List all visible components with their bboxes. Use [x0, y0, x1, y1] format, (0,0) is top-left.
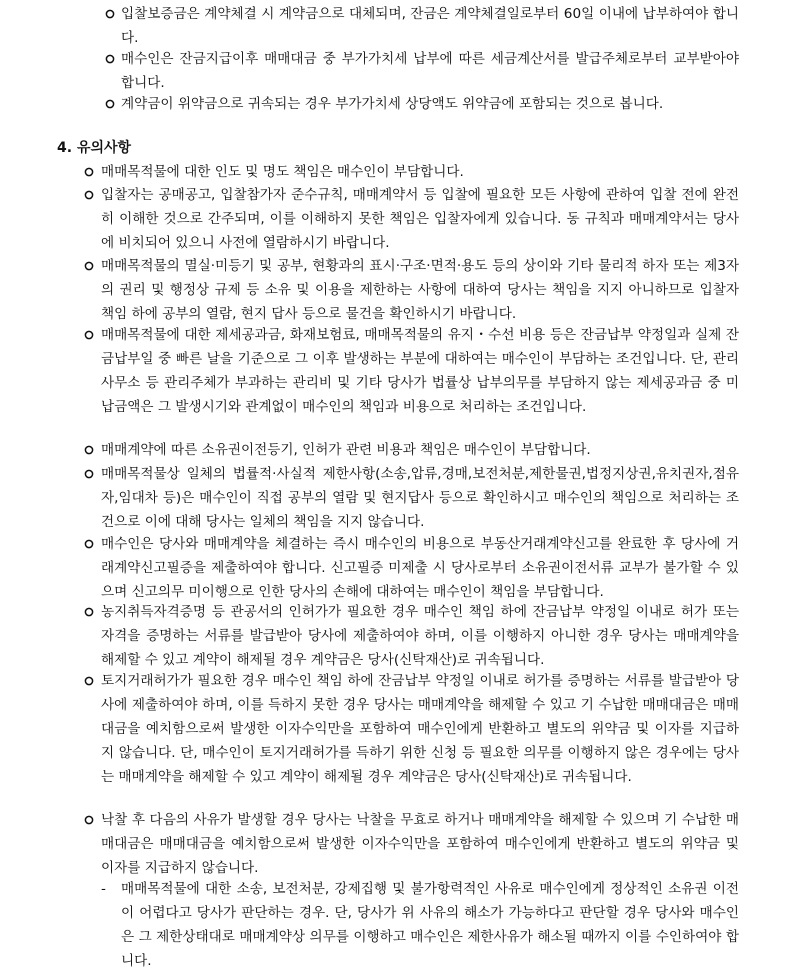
list-item: 매매목적물에 대한 인도 및 명도 책임은 매수인이 부담합니다.	[101, 164, 464, 180]
circle-bullet-icon	[104, 2, 120, 26]
list-item: 매매계약에 따른 소유권이전등기, 인허가 관련 비용과 책임은 매수인이 부담합니다.	[101, 442, 591, 458]
section-title: 유의사항	[76, 140, 132, 156]
list-item: 입찰자는 공매공고, 입찰참가자 준수규칙, 매매계약서 등 입찰에 필요한 모든 사항에 관하여 입찰 전에 완전히 이해한 것으로 간주되며, 이를 이해하지 못한 책임은 입찰자에게 있습니다. 동 규칙과 매매계약서는 당사에 비치되어 있으니 사전에 열람하시기 바랍니다.	[101, 187, 739, 251]
circle-bullet-icon	[83, 532, 99, 556]
list-item: 매수인은 잔금지급이후 매매대금 중 부가가치세 납부에 따른 세금계산서를 발급주체로부터 교부받아야 합니다.	[121, 51, 739, 91]
list-item: 매매목적물에 대한 제세공과금, 화재보험료, 매매목적물의 유지・수선 비용 등은 잔금납부 약정일과 실제 잔금납부일 중 빠른 날을 기준으로 그 이후 발생하는 부분에 대하여는 매수인이 부담하는 조건입니다. 단, 관리사무소 등 관리주체가 부과하는 관리비 및 기타 당사가 법률상 납부의무를 부담하지 않는 제세공과금 중 미납금액은 그 발생시기와 관계없이 매수인의 책임과 비용으로 처리하는 조건입니다.	[101, 327, 739, 415]
list-item: 입찰보증금은 계약체결 시 계약금으로 대체되며, 잔금은 계약체결일로부터 60일 이내에 납부하여야 합니다.	[121, 6, 739, 46]
list-item: 계약금이 위약금으로 귀속되는 경우 부가가치세 상당액도 위약금에 포함되는 것으로 봅니다.	[121, 96, 664, 112]
list-item: 매매목적물의 멸실·미등기 및 공부, 현황과의 표시·구조·면적·용도 등의 상이와 기타 물리적 하자 또는 제3자의 권리 및 행정상 규제 등 소유 및 이용을 제한하는 사항에 대하여 당사는 책임을 지지 아니하므로 입찰자 책임 하에 공부의 열람, 현지 답사 등으로 물건을 확인하시기 바랍니다.	[101, 258, 739, 322]
circle-bullet-icon	[83, 669, 99, 693]
list-item: 매수인은 당사와 매매계약을 체결하는 즉시 매수인의 비용으로 부동산거래계약신고를 완료한 후 당사에 거래계약신고필증을 제출하여야 합니다. 신고필증 미제출 시 당사로부터 소유권이전서류 교부가 불가할 수 있으며 신고의무 미이행으로 인한 당사의 손해에 대하여는 매수인이 책임을 부담합니다.	[101, 536, 739, 600]
sub-list-item: 매매목적물에 대한 소송, 보전처분, 강제집행 및 불가항력적인 사유로 매수인에게 정상적인 소유권 이전이 어렵다고 당사가 판단하는 경우. 단, 당사가 위 사유의 해소가 가능하다고 판단할 경우 당사와 매수인은 그 제한상태대로 매매계약상 의무를 이행하고 매수인은 제한사유가 해소될 때까지 이를 수인하여야 합니다.	[121, 881, 739, 969]
section-number: 4.	[57, 140, 73, 156]
circle-bullet-icon	[104, 92, 120, 116]
circle-bullet-icon	[83, 462, 99, 486]
circle-bullet-icon	[83, 438, 99, 462]
list-item: 낙찰 후 다음의 사유가 발생할 경우 당사는 낙찰을 무효로 하거나 매매계약을 해제할 수 있으며 기 수납한 매매대금은 매매대금을 예치함으로써 발생한 이자수익만을 포함하여 매수인에게 반환하고 별도의 위약금 및 이자를 지급하지 않습니다.	[101, 812, 739, 876]
circle-bullet-icon	[83, 323, 99, 347]
circle-bullet-icon	[83, 600, 99, 624]
list-item: 농지취득자격증명 등 관공서의 인허가가 필요한 경우 매수인 책임 하에 잔금납부 약정일 이내로 허가 또는 자격을 증명하는 서류를 발급받아 당사에 제출하여야 하며, 이를 이행하지 아니한 경우 당사는 매매계약을 해제할 수 있고 계약이 해제될 경우 계약금은 당사(신탁재산)로 귀속됩니다.	[101, 604, 739, 668]
circle-bullet-icon	[83, 808, 99, 832]
circle-bullet-icon	[83, 254, 99, 278]
section-heading	[57, 136, 131, 160]
circle-bullet-icon	[83, 160, 99, 184]
list-item: 매매목적물상 일체의 법률적·사실적 제한사항(소송,압류,경매,보전처분,제한물권,법정지상권,유치권자,점유자,임대차 등)은 매수인이 직접 공부의 열람 및 현지답사 등으로 확인하시고 매수인의 책임으로 처리하는 조건으로 이에 대해 당사는 일체의 책임을 지지 않습니다.	[101, 466, 739, 530]
list-item: 토지거래허가가 필요한 경우 매수인 책임 하에 잔금납부 약정일 이내로 허가를 증명하는 서류를 발급받아 당사에 제출하여야 하며, 이를 득하지 못한 경우 당사는 매매계약을 해제할 수 있고 기 수납한 매매대금은 매매대금을 예치함으로써 발생한 이자수익만을 포함하여 매수인에게 반환하고 별도의 위약금 및 이자를 지급하지 않습니다. 단, 매수인이 토지거래허가를 득하기 위한 신청 등 필요한 의무를 이행하지 않은 경우에는 당사는 매매계약을 해제할 수 있고 계약이 해제될 경우 계약금은 당사(신탁재산)로 귀속됩니다.	[101, 673, 739, 785]
dash-marker: -	[101, 881, 106, 897]
circle-bullet-icon	[104, 47, 120, 71]
circle-bullet-icon	[83, 183, 99, 207]
